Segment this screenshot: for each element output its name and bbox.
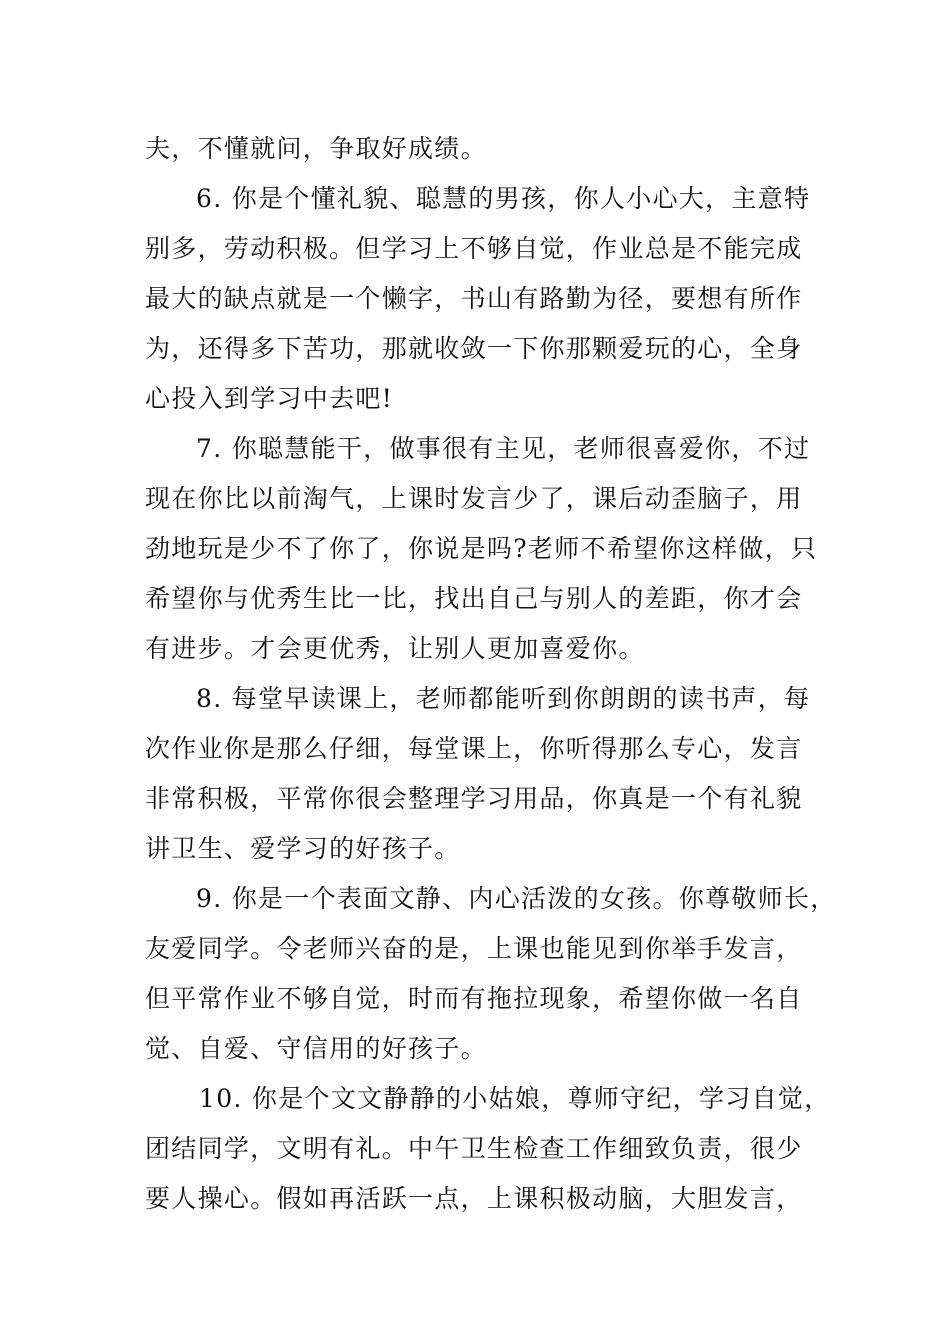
text-line: 次作业你是那么仔细，每堂课上，你听得那么专心，发言 [145, 734, 803, 763]
text-line: 非常积极，平常你很会整理学习用品，你真是一个有礼貌 [145, 784, 803, 813]
text-line: 为，还得多下苦功，那就收敛一下你那颗爱玩的心，全身 [145, 334, 803, 363]
text-line: 但平常作业不够自觉，时而有拖拉现象，希望你做一名自 [145, 984, 803, 1013]
paragraph-10-first-line: 10. 你是个文文静静的小姑娘，尊师守纪，学习自觉， [199, 1084, 831, 1113]
text-line: 觉、自爱、守信用的好孩子。 [145, 1034, 487, 1063]
text-line: 希望你与优秀生比一比，找出自己与别人的差距，你才会 [145, 584, 803, 613]
text-line: 心投入到学习中去吧! [145, 384, 394, 413]
paragraph-8-first-line: 8. 每堂早读课上，老师都能听到你朗朗的读书声，每 [196, 684, 811, 713]
paragraph-7-first-line: 7. 你聪慧能干，做事很有主见，老师很喜爱你，不过 [196, 434, 811, 463]
paragraph-9-first-line: 9. 你是一个表面文静、内心活泼的女孩。你尊敬师长， [196, 884, 837, 913]
text-line: 要人操心。假如再活跃一点，上课积极动脑，大胆发言， [145, 1184, 803, 1213]
text-line: 现在你比以前淘气，上课时发言少了，课后动歪脑子，用 [145, 484, 803, 513]
text-line: 团结同学，文明有礼。中午卫生检查工作细致负责，很少 [145, 1134, 803, 1163]
text-line: 友爱同学。令老师兴奋的是，上课也能见到你举手发言， [145, 934, 803, 963]
text-line: 别多，劳动积极。但学习上不够自觉，作业总是不能完成 [145, 234, 803, 263]
text-line: 最大的缺点就是一个懒字，书山有路勤为径，要想有所作 [145, 284, 803, 313]
text-line: 夫，不懂就问，争取好成绩。 [145, 134, 487, 163]
text-line: 有进步。才会更优秀，让别人更加喜爱你。 [145, 634, 645, 663]
text-line: 劲地玩是少不了你了，你说是吗?老师不希望你这样做，只 [145, 534, 818, 563]
text-line: 讲卫生、爱学习的好孩子。 [145, 834, 461, 863]
paragraph-6-first-line: 6. 你是个懂礼貌、聪慧的男孩，你人小心大，主意特 [196, 184, 811, 213]
